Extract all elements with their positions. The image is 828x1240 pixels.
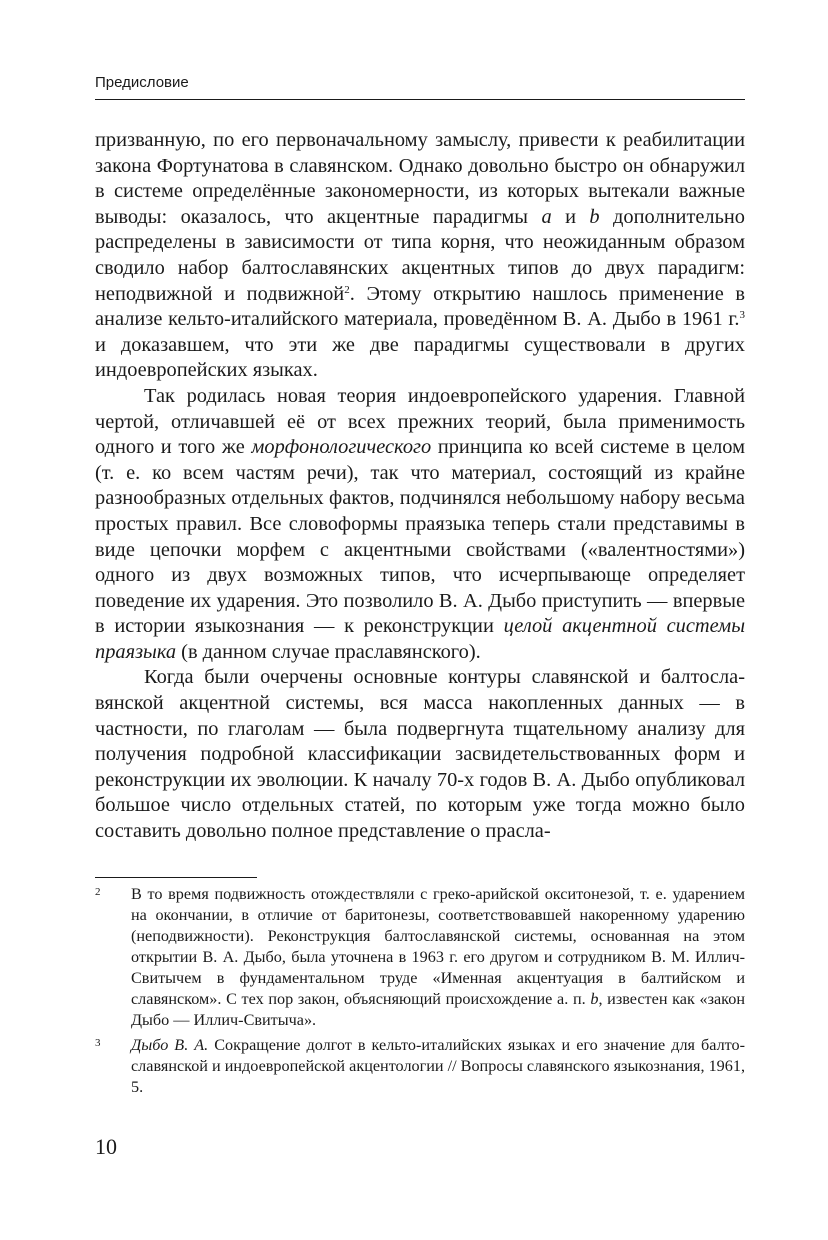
footnote-ref-2[interactable]: 2: [344, 283, 350, 296]
footnote-ref-3[interactable]: 3: [739, 309, 745, 322]
footnote-2: 2 В то время подвижность отождествляли с греко-арийской окситонезой, т. е. ударением на окончании, в отличие от баритонезы, соответствовавшей накоренному ударению (неподвижности). Реконструкция балтославянской системы, основанная на этом открытии В. А. Дыбо, была уточнена в 1963 г. его другом и сотрудником В. М. Иллич-Свитычем в фундаментальном труде «Именная акцентуация в балтийском и славянском». С тех пор закон, объясняющий происхождение а. п. b, известен как «закон Дыбо — Иллич-Свитыча».: [95, 884, 745, 1031]
footnotes: [95, 884, 745, 1102]
main-text: [95, 128, 745, 845]
header-rule: [95, 99, 745, 100]
page-number: 10: [95, 1134, 117, 1159]
footnote-mark: 3: [95, 1037, 101, 1049]
paragraph-2: Так родилась новая теория индоевропейского ударения. Главной чертой, отличавшей её от всех прежних теорий, была применимость одного и того же морфонологического принципа ко всей системе в целом (т. е. ко всем частям речи), так что материал, состоящий из крайне разнообразных отдельных фактов, подчинялся небольшому набору весьма простых правил. Все словоформы праязыка теперь стали представимы в виде цепочки морфем с акцентными свойствами («валентностями») одного из двух возможных типов, что исчерпывающе определяет поведение их ударения. Это позволило В. А. Дыбо приступить — впервые в истории языкознания — к реконструкции целой акцентной системы праязыка (в данном случае праславянского).: [95, 384, 746, 663]
footnote-mark: 2: [95, 886, 101, 898]
paragraph-3: Когда были очерчены основные контуры славянской и балтославянской акцентной системы, вся масса накопленных данных — в частности, по глаголам — была подвергнута тщательному анализу для получения подробной классификации засвидетельствованных форм и реконструкции их эволюции. К началу 70-х годов В. А. Дыбо опубликовал большое число отдельных статей, по которым уже тогда можно было составить довольно полное представление о прасла-: [95, 666, 745, 843]
footnote-3: 3 Дыбо В. А. Сокращение долгот в кельто-италийских языках и его значение для балто-славянской и индоевропейской акцентологии // Вопросы славянского языкознания, 1961, 5.: [95, 1035, 745, 1098]
footnote-separator: [95, 877, 257, 878]
running-title: Предисловие: [95, 74, 189, 91]
paragraph-1: призванную, по его первоначальному замыслу, привести к реабилитации закона Фортунатова в славянском. Однако довольно быстро он обнаружил в системе определённые закономерности, из которых вытекали важные выводы: оказалось, что акцентные парадигмы a и b дополнительно распределены в зависимости от типа корня, что неожиданным образом сводило набор балтославянских акцентных типов до двух парадигм: неподвижной и подвижной$^2$. Этому открытию нашлось применение в анализе кельто-италийского материала, проведённом В. А. Дыбо в 1961 г.$^3$ и доказавшем, что эти же две парадигмы существовали в других индоевропейских языках.: [95, 129, 745, 382]
